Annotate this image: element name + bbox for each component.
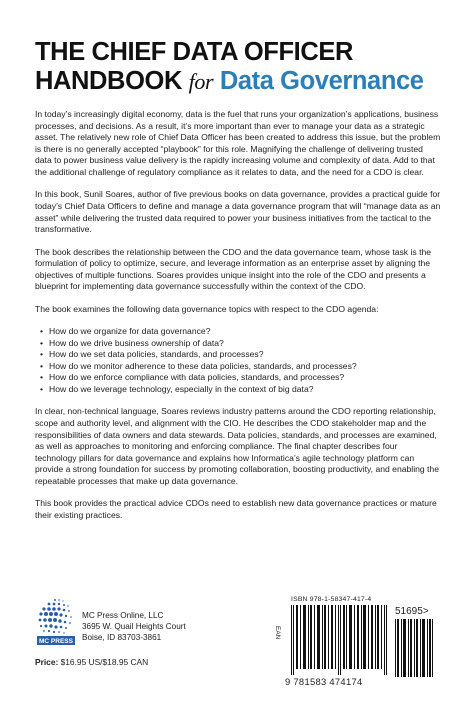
publisher-address-line-2: Boise, ID 83703-3861: [82, 633, 162, 643]
title-line-1: THE CHIEF DATA OFFICER: [35, 38, 353, 66]
list-item: • How do we set data policies, standards, and processes?: [49, 349, 441, 361]
list-item: • How do we organize for data governance?: [49, 326, 441, 338]
back-cover-description: [35, 109, 441, 532]
book-title: [35, 38, 455, 96]
paragraph-6: This book provides the practical advice CDOs need to establish new data governance practices or mature their existing practices.: [35, 498, 437, 520]
paragraph-2: In this book, Sunil Soares, author of five previous books on data governance, provides a practical guide for today’s Chief Data Officers to define and manage a data governance program that will “manage data as an asset” while delivering the trusted data required to power your business initiatives from the tactical to the transformative.: [35, 189, 441, 235]
price-label: Price:: [35, 657, 59, 667]
paragraph-3: The book describes the relationship between the CDO and the data governance team, whose task is the formulation of policy to optimize, secure, and leverage information as an enterprise asset by aligning the objectives of multiple functions. Soares provides unique insight into the role of the CDO and presents a blueprint for implementing data governance successfully within the context of the CDO.: [35, 246, 432, 292]
title-line-2: [35, 67, 455, 96]
title-handbook: HANDBOOK: [35, 67, 182, 95]
publisher-address-line-1: 3695 W. Quail Heights Court: [82, 622, 186, 632]
title-data-governance: Data Governance: [219, 67, 424, 95]
isbn-barcode-icon: [291, 605, 391, 675]
barcode-digits: 9 781583 474174: [285, 676, 363, 687]
publisher-address: [82, 610, 186, 644]
list-item: • How do we monitor adherence to these data policies, standards, and processes?: [49, 361, 441, 373]
logo-text: MC PRESS: [39, 638, 73, 645]
topics-list: [35, 326, 441, 396]
price-code: 51695>: [395, 606, 429, 617]
title-for: for: [188, 69, 214, 94]
paragraph-1: In today’s increasingly digital economy, data is the fuel that runs your organization’s applications, business processes, and decisions. As a result, it’s more important than ever to manage your data as a strategic asset. The relatively new role of Chief Data Officer has been created to address this issue, but the problem is there is no generally accepted “playbook” for this role. Magnifying the challenge of delivering trusted data to power business value delivery is the rapidly increasing volume and complexity of data. Add to that the additional challenge of regulatory compliance as it relates to data, and the need for a CDO is clear.: [35, 109, 441, 177]
list-item: • How do we leverage technology, especially in the context of big data?: [49, 384, 441, 396]
paragraph-5: In clear, non-technical language, Soares reviews industry patterns around the CDO reporting relationship, scope and authority level, and alignment with the CIO. He describes the CDO stakeholder map and the responsibilities of data owners and data stewards. Data policies, standards, and processes are examined, as well as approaches to monitoring and enforcing compliance. The final chapter describes four technology pillars for data governance and explains how Informatica’s agile technology platform can provide a strong foundation for success by promoting collaboration, boosting productivity, and enabling the repeatable processes that make up data governance.: [35, 406, 439, 487]
publisher-name: MC Press Online, LLC: [82, 611, 164, 620]
list-item: • How do we drive business ownership of data?: [49, 338, 441, 350]
mc-press-logo-icon: [35, 596, 77, 646]
ean-label: EAN: [274, 626, 281, 640]
paragraph-4: The book examines the following data governance topics with respect to the CDO agenda:: [35, 303, 379, 314]
price-line: [35, 657, 148, 667]
barcode-block: [274, 596, 443, 692]
publisher-block: [35, 596, 225, 656]
isbn-text: ISBN 978-1-58347-417-4: [291, 596, 372, 603]
price-barcode-icon: [395, 619, 435, 677]
list-item: • How do we enforce compliance with data policies, standards, and processes?: [49, 372, 441, 384]
price-value: $16.95 US/$18.95 CAN: [60, 657, 149, 667]
